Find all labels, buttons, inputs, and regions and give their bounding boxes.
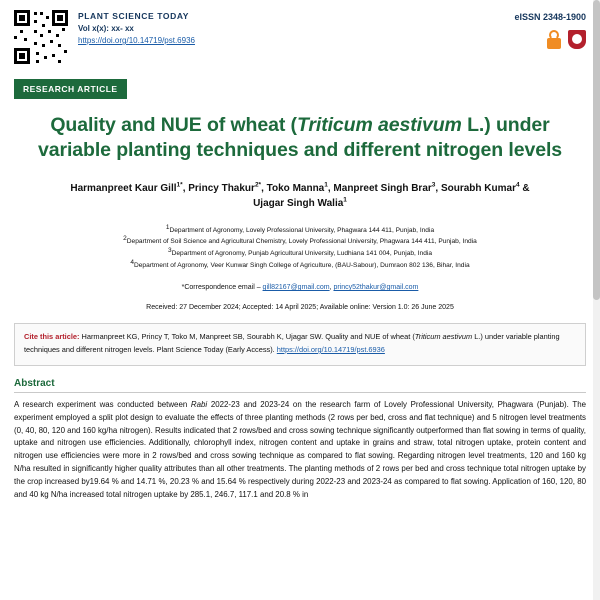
crossmark-icon[interactable] <box>568 30 586 49</box>
scrollbar-thumb[interactable] <box>593 0 600 300</box>
affiliation-sup: 3 <box>168 246 172 254</box>
cite-doi-link[interactable]: https://doi.org/10.14719/pst.6936 <box>276 344 385 354</box>
author-6: Ujagar Singh Walia <box>253 198 344 210</box>
header-right <box>514 10 586 49</box>
title-part-2: L.) under variable planting techniques and different nitrogen levels <box>37 114 563 161</box>
author-3-sup: 1 <box>324 181 328 189</box>
author-2: , Princy Thakur <box>182 182 255 194</box>
journal-name: PLANT SCIENCE TODAY <box>78 11 190 21</box>
affiliation-text: Department of Agronomy, Veer Kunwar Singh College of Agriculture, (BAU-Sabour), Dumraon 802 136, Bihar, India <box>134 261 470 269</box>
page-title <box>14 113 586 163</box>
affiliation-item <box>14 260 586 272</box>
journal-doi-link[interactable]: https://doi.org/10.14719/pst.6936 <box>78 36 195 45</box>
affiliation-text: Department of Agronomy, Lovely Professional University, Phagwara 144 411, Punjab, India <box>169 226 435 234</box>
journal-meta <box>78 10 504 45</box>
author-4-sup: 3 <box>431 181 436 189</box>
correspondence-email-1[interactable]: gill82167@gmail.com <box>262 284 330 292</box>
affiliation-sup: 4 <box>130 258 134 266</box>
article-type-badge: RESEARCH ARTICLE <box>14 79 127 99</box>
affiliation-item <box>14 248 586 260</box>
title-part-1: Quality and NUE of wheat ( <box>50 114 297 136</box>
correspondence-separator: , <box>329 284 334 292</box>
correspondence-email-2[interactable]: princy52thakur@gmail.com <box>333 284 419 292</box>
affiliation-text: Department of Soil Science and Agricultural Chemistry, Lovely Professional University, Phagwara 144 411, Punjab, India <box>126 238 477 246</box>
eissn-label: eISSN 2348-1900 <box>514 12 586 22</box>
qr-code-icon[interactable] <box>14 10 68 64</box>
journal-volume: Vol x(x): xx- xx <box>78 24 134 33</box>
publication-dates: Received: 27 December 2024; Accepted: 14 April 2025; Available online: Version 1.0: 26 June 2025 <box>146 304 454 312</box>
author-2-sup: 2* <box>254 181 262 189</box>
cite-species-italic: Triticum aestivum <box>414 332 473 342</box>
affiliation-sup: 1 <box>165 223 170 231</box>
affiliation-sup: 2 <box>123 235 127 243</box>
affiliation-list <box>14 225 586 271</box>
author-line-2 <box>14 196 586 212</box>
title-species-italic: Triticum aestivum <box>296 114 462 136</box>
author-3: , Toko Manna <box>261 182 325 194</box>
author-1: Harmanpreet Kaur Gill <box>70 182 177 194</box>
abstract-divider <box>14 392 586 393</box>
abstract-text <box>14 399 586 501</box>
abstract-heading: Abstract <box>14 377 55 389</box>
author-conjunction: & <box>519 182 530 194</box>
author-line-1 <box>14 181 586 197</box>
author-1-sup: 1* <box>176 181 183 189</box>
cite-this-article-box <box>14 323 586 366</box>
author-list <box>14 181 586 212</box>
author-5: , Sourabh Kumar <box>435 182 516 194</box>
affiliation-item <box>14 225 586 237</box>
abstract-italic-rabi: Rabi <box>190 399 208 409</box>
cite-label: Cite this article: <box>24 332 80 342</box>
abstract-part-b: 2022-23 and 2023-24 on the research farm of Lovely Professional University, Phagwara (Punjab). The experiment employed a split plot design to evaluate the effects of three planting methods (2 rows per bed, cross and flat technique) and 5 nitrogen level treatments (0, 40, 80, 120 and 160 kg/ha nitrogen). Results indicated that 2 rows/bed and cross sowing technique significantly outperformed than flat sowing in terms of quality, uptake and nitrogen use efficiencies. Additionally, chlorophyll index, nitrogen content and uptake in grains and straw, total nitrogen uptake, protein content and nitrogen use efficiencies were more in 2 rows/bed and cross sowing technique as compared to flat sowing. Regarding nitrogen level treatments, 120 and 160 kg N/ha resulted in significantly higher quality attributes than all other treatments. The planting methods of 2 rows per bed and cross technique total nitrogen uptake by the crop increased by19.64 % and 14.71 %, 20.23 % and 15.64 % respectively during 2022-23 and 2023-24 as compared to flat sowing. Application of 160, 120, 80 and 40 kg N/ha increased total nitrogen uptake by 285.1, 246.7, 117.1 and 20.8 % in <box>14 399 586 499</box>
author-4: , Manpreet Singh Brar <box>327 182 432 194</box>
affiliation-text: Department of Agronomy, Punjab Agricultural University, Ludhiana 141 004, Punjab, India <box>171 249 432 257</box>
header-badges <box>514 30 586 49</box>
cite-text-a: Harmanpreet KG, Princy T, Toko M, Manpreet SB, Sourabh K, Ujagar SW. Quality and NUE of wheat ( <box>79 332 415 342</box>
author-5-sup: 4 <box>515 181 520 189</box>
page-scrollbar[interactable] <box>593 0 600 600</box>
correspondence <box>14 284 586 291</box>
abstract-part-a: A research experiment was conducted between <box>14 399 191 409</box>
affiliation-item <box>14 236 586 248</box>
open-access-icon[interactable] <box>547 30 562 49</box>
cite-text-b: L.) under variable planting techniques and different nitrogen levels. Plant Science Today (Early Access). <box>24 332 560 354</box>
paper-header <box>14 10 586 76</box>
author-6-sup: 1 <box>343 197 347 205</box>
correspondence-label: *Correspondence email – <box>181 284 263 292</box>
